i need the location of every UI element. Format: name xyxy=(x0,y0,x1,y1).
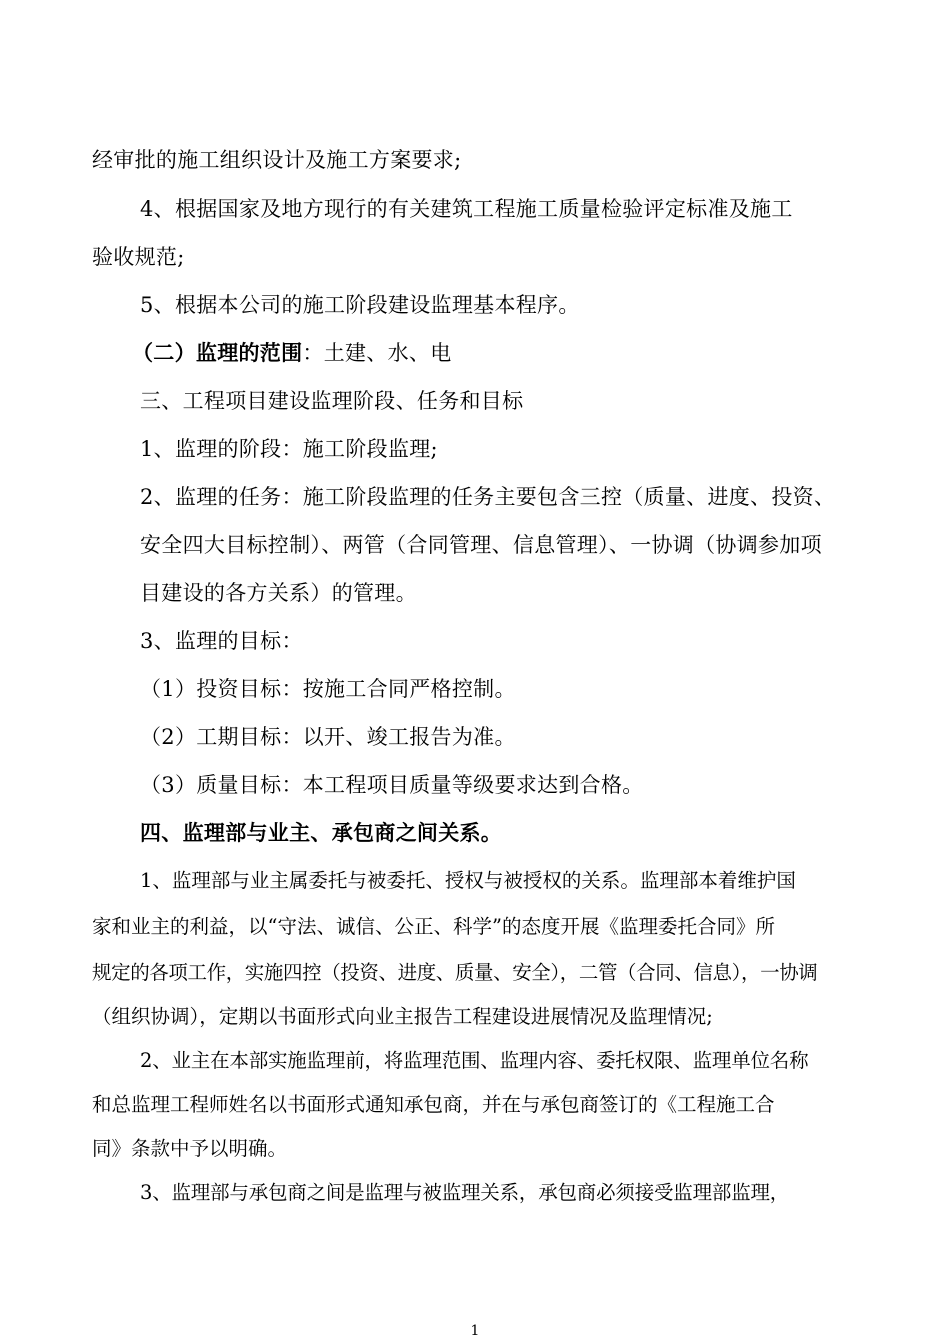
list-item: （3）质量目标：本工程项目质量等级要求达到合格。 xyxy=(140,773,644,797)
paragraph-line: 5、根据本公司的施工阶段建设监理基本程序。 xyxy=(140,293,580,317)
section-heading: 四、监理部与业主、承包商之间关系。 xyxy=(140,820,503,845)
paragraph-line: 2、业主在本部实施监理前，将监理范围、监理内容、委托权限、监理单位名称 xyxy=(140,1049,809,1072)
paragraph-line: 验收规范; xyxy=(92,245,185,269)
page-number: 1 xyxy=(470,1323,480,1339)
section-heading: 三、工程项目建设监理阶段、任务和目标 xyxy=(140,389,524,413)
list-item: （2）工期目标：以开、竣工报告为准。 xyxy=(140,725,516,749)
paragraph-line: 目建设的各方关系）的管理。 xyxy=(140,581,417,605)
paragraph-line: 2、监理的任务：施工阶段监理的任务主要包含三控（质量、进度、投资、 xyxy=(140,485,836,509)
paragraph-line: 安全四大目标控制）、两管（合同管理、信息管理）、一协调（协调参加项 xyxy=(140,533,822,557)
paragraph-line: 经审批的施工组织设计及施工方案要求; xyxy=(92,148,462,172)
paragraph-line: 1、监理部与业主属委托与被委托、授权与被授权的关系。监理部本着维护国 xyxy=(140,869,796,892)
paragraph-line: 同》条款中予以明确。 xyxy=(92,1137,288,1160)
list-item: （1）投资目标：按施工合同严格控制。 xyxy=(140,677,516,701)
paragraph-line: 1、监理的阶段：施工阶段监理; xyxy=(140,437,438,461)
paragraph-line: 3、监理的目标： xyxy=(140,629,303,653)
section-heading-scope xyxy=(132,338,452,368)
paragraph-line: 和总监理工程师姓名以书面形式通知承包商，并在与承包商签订的《工程施工合 xyxy=(92,1093,775,1116)
paragraph-line: 家和业主的利益，以“守法、诚信、公正、科学”的态度开展《监理委托合同》所 xyxy=(92,915,775,938)
section-heading-scope-text: ：土建、水、电 xyxy=(302,341,452,365)
paragraph-line: 4、根据国家及地方现行的有关建筑工程施工质量检验评定标准及施工 xyxy=(140,197,793,221)
paragraph-line: 规定的各项工作，实施四控（投资、进度、质量、安全），二管（合同、信息），一协调 xyxy=(92,961,818,984)
section-heading-scope-title: （二）监理的范围 xyxy=(132,340,303,365)
paragraph-line: 3、监理部与承包商之间是监理与被监理关系，承包商必须接受监理部监理， xyxy=(140,1181,790,1204)
paragraph-line: （组织协调），定期以书面形式向业主报告工程建设进展情况及监理情况; xyxy=(92,1005,713,1028)
